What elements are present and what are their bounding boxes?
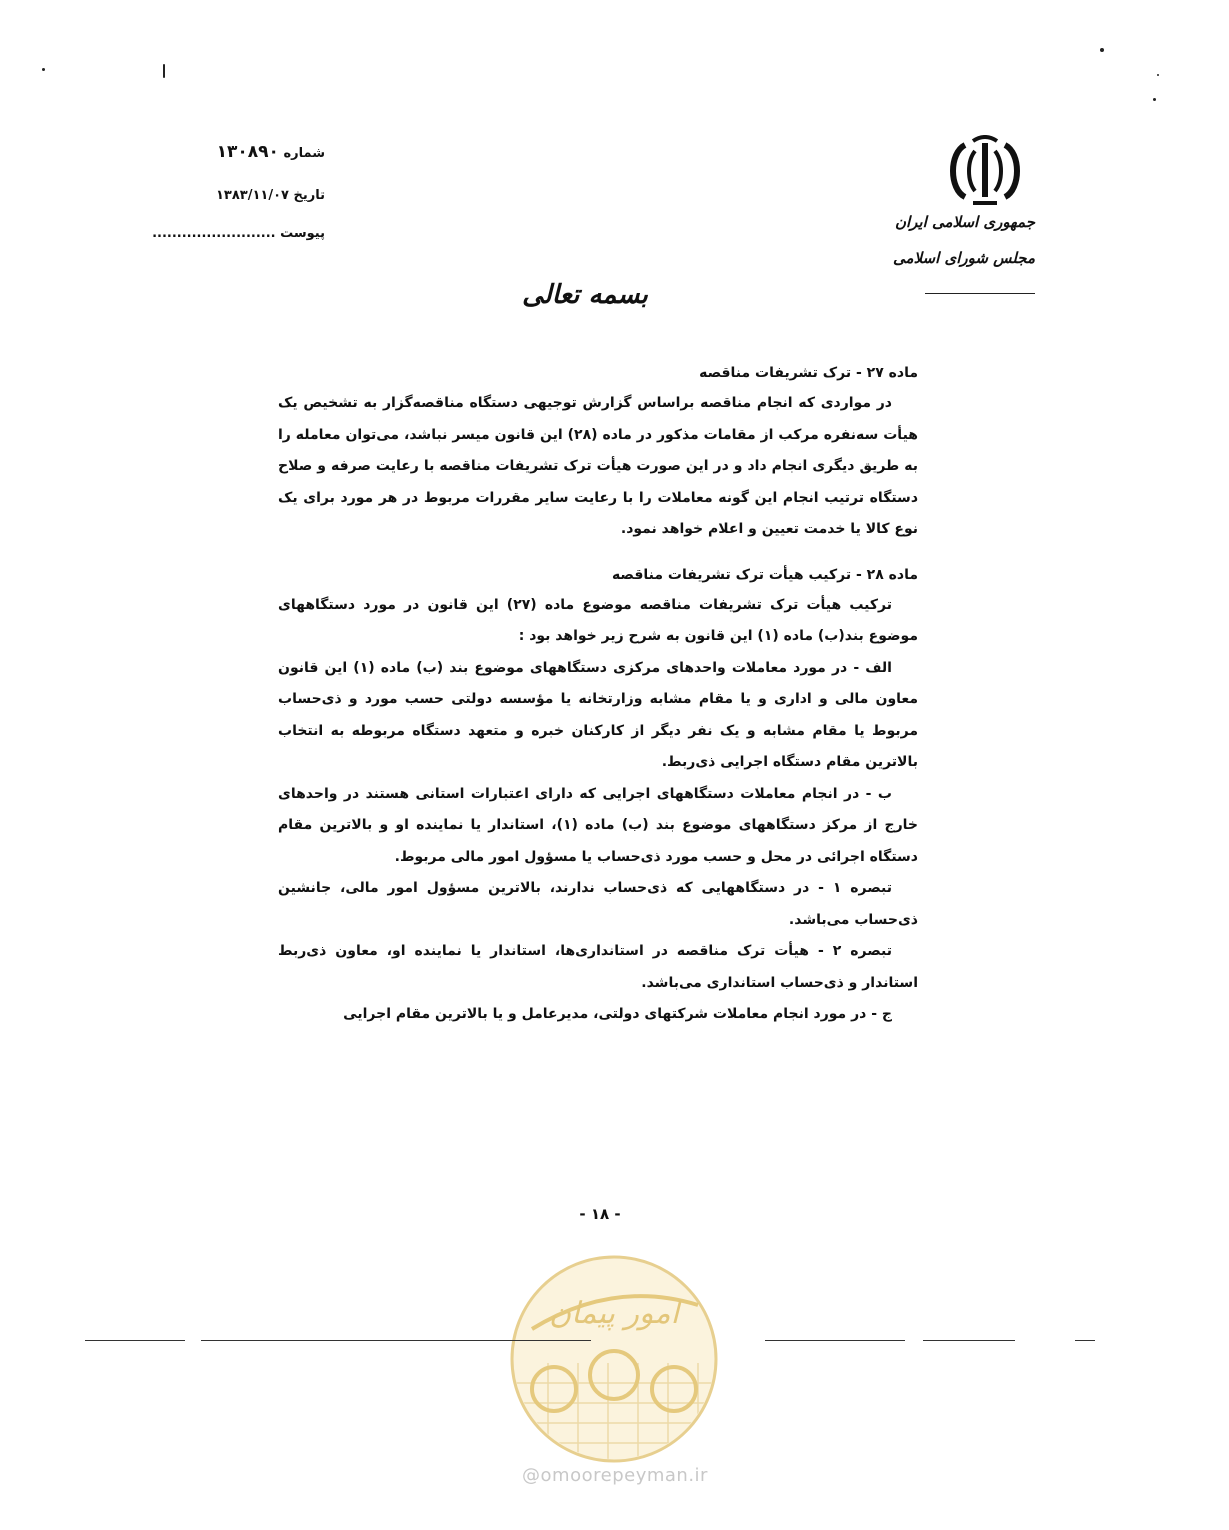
scan-speck: [163, 64, 165, 78]
section-heading-article-27: ماده ۲۷ - ترک تشریفات مناقصه: [699, 365, 918, 381]
omoorepeyman-watermark-logo: [508, 1253, 720, 1465]
page-number: - ۱۸ -: [579, 1205, 621, 1223]
emblem-underline: [925, 293, 1035, 294]
section-heading-article-28: ماده ۲۸ - ترکیب هیأت ترک تشریفات مناقصه: [611, 566, 918, 583]
article-27-paragraph: در مواردی که انجام مناقصه براساس گزارش توجیهی دستگاه مناقصه‌گزار به تشخیص یک هیأت سه‌نفره مرکب از مقامات مذکور در ماده (۲۸) این قانون میسر نباشد، می‌توان معامله را به طریق دیگری انجام داد و در این صورت هیأت ترک تشریفات مناقصه با رعایت صرفه و صلاح دستگاه ترتیب انجام این گونه معاملات را با رعایت سایر مقررات مربوط در هر مورد برای یک نوع کالا یا خدمت تعیین و اعلام خواهد نمود.: [278, 395, 918, 537]
number-label: شماره: [283, 146, 325, 161]
article-28-intro: ترکیب هیأت ترک تشریفات مناقصه موضوع ماده (۲۷) این قانون در مورد دستگاههای موضوع بند(ب) ماده (۱) این قانون به شرح زیر خواهد بود :: [278, 596, 918, 644]
note-2: تبصره ۲ - هیأت ترک مناقصه در استانداری‌ها، استاندار یا نماینده او، معاون ذی‌ربط استاندار و ذی‌حساب استانداری می‌باشد.: [278, 943, 918, 991]
watermark-brand: امور پیمان: [549, 1296, 679, 1331]
number-value: ۱۳۰۸۹۰: [216, 142, 279, 162]
note-1: تبصره ۱ - در دستگاههایی که ذی‌حساب ندارند، بالاترین مسؤول امور مالی، جانشین ذی‌حساب می‌باشد.: [278, 880, 918, 928]
document-body: [278, 358, 918, 1031]
clause-jim: ج - در مورد انجام معاملات شرکتهای دولتی، مدیرعامل و یا بالاترین مقام اجرایی: [343, 1006, 892, 1022]
document-meta: [135, 140, 325, 250]
country-name: جمهوری اسلامی ایران: [894, 213, 1035, 231]
scan-speck: [1157, 74, 1159, 76]
bismillah-heading: بسمه تعالی: [522, 280, 648, 310]
scan-speck: [1100, 48, 1104, 52]
emblem-block: [893, 135, 1035, 305]
date-value: ۱۳۸۳/۱۱/۰۷: [215, 188, 289, 203]
iran-emblem-icon: [943, 135, 1027, 207]
scan-speck: [42, 68, 45, 71]
clause-be: ب - در انجام معاملات دستگاههای اجرایی که دارای اعتبارات استانی هستند در واحدهای خارج از مرکز دستگاههای موضوع بند (ب) ماده (۱)، استاندار یا نماینده او و بالاترین مقام دستگاه اجرائی در محل و حسب مورد ذی‌حساب یا مسؤول امور مالی مربوط.: [278, 785, 919, 865]
scan-speck: [1153, 98, 1156, 101]
assembly-name: مجلس شورای اسلامی: [893, 249, 1035, 267]
document-number-row: [217, 142, 325, 162]
document-date-row: [216, 188, 325, 203]
document-attachment-row: پیوست .........................: [152, 226, 325, 241]
clause-alef: الف - در مورد معاملات واحدهای مرکزی دستگاههای موضوع بند (ب) ماده (۱) این قانون معاون مالی و اداری و یا مقام مشابه وزارتخانه یا مؤسسه دولتی حسب مورد و ذی‌حساب مربوط یا مقام مشابه و یک نفر دیگر از کارکنان خبره و متعهد دستگاه مربوطه به انتخاب بالاترین مقام دستگاه اجرایی ذی‌ربط.: [278, 659, 918, 770]
watermark-url: @omoorepeyman.ir: [522, 1465, 708, 1486]
attachment-label: پیوست: [280, 226, 325, 241]
date-label: تاریخ: [293, 188, 325, 203]
